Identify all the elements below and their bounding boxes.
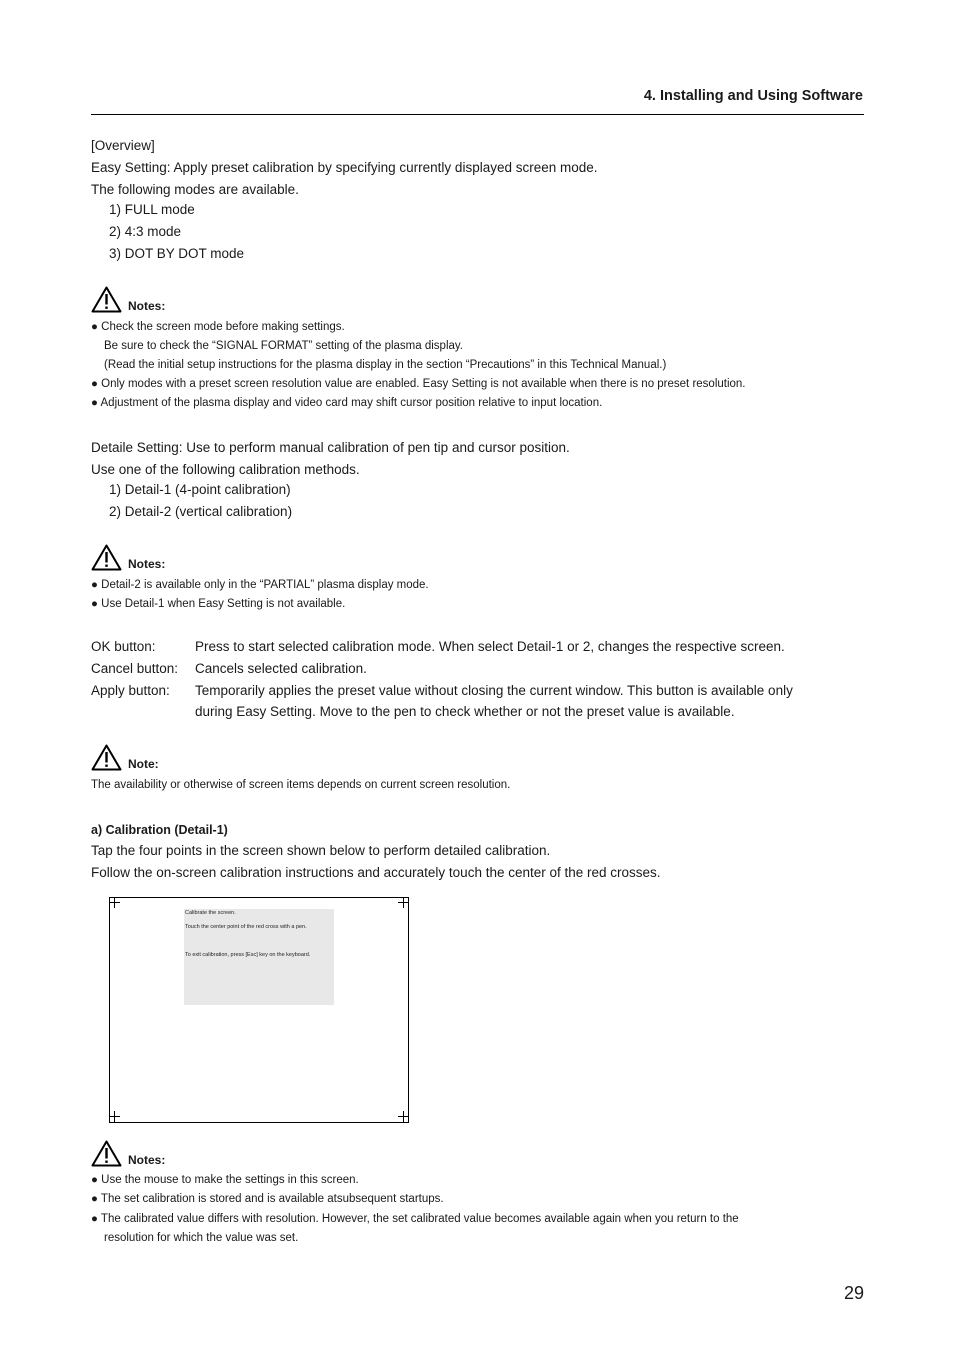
overview-heading: [Overview] — [91, 138, 155, 153]
detail-line-1: Detaile Setting: Use to perform manual calibration of pen tip and cursor position. — [91, 440, 570, 455]
ok-button-label: OK button: — [91, 639, 156, 654]
calibration-cross-icon — [398, 1111, 409, 1122]
note-label: Note: — [128, 757, 159, 771]
calibration-line-2: Follow the on-screen calibration instructions and accurately touch the center of the red crosses. — [91, 865, 661, 880]
warning-icon — [91, 544, 122, 571]
warning-icon — [91, 744, 122, 771]
note-item: ● The set calibration is stored and is available atsubsequent startups. — [91, 1193, 444, 1205]
note-item: ● The calibrated value differs with resolution. However, the set calibrated value becomes available again when you return to the — [91, 1213, 739, 1225]
ok-button-desc: Press to start selected calibration mode. When select Detail-1 or 2, changes the respective screen. — [195, 639, 785, 654]
note-item: ● Detail-2 is available only in the “PARTIAL” plasma display mode. — [91, 579, 429, 591]
header-rule — [91, 114, 864, 115]
note-item: ● Use Detail-1 when Easy Setting is not available. — [91, 598, 346, 610]
method-item: 2) Detail-2 (vertical calibration) — [109, 504, 293, 519]
note-item: ● Only modes with a preset screen resolution value are enabled. Easy Setting is not available when there is no preset resolution. — [91, 378, 746, 390]
note-item-continuation: Be sure to check the “SIGNAL FORMAT” setting of the plasma display. — [104, 340, 463, 352]
calibration-screen-title: Calibrate the screen. — [185, 910, 236, 916]
apply-button-desc: Temporarily applies the preset value without closing the current window. This button is available only — [195, 683, 793, 698]
cancel-button-desc: Cancels selected calibration. — [195, 661, 367, 676]
warning-icon — [91, 1140, 122, 1167]
notes-label: Notes: — [128, 299, 166, 313]
note-item: ● Use the mouse to make the settings in this screen. — [91, 1174, 359, 1186]
notes-label: Notes: — [128, 1153, 166, 1167]
mode-item: 1) FULL mode — [109, 202, 195, 217]
calibration-heading: a) Calibration (Detail-1) — [91, 823, 228, 837]
overview-line-2: The following modes are available. — [91, 182, 299, 197]
method-item: 1) Detail-1 (4-point calibration) — [109, 482, 291, 497]
calibration-screen-instruction: Touch the center point of the red cross with a pen. — [185, 924, 307, 930]
calibration-cross-icon — [109, 897, 120, 908]
detail-line-2: Use one of the following calibration methods. — [91, 462, 360, 477]
mode-item: 3) DOT BY DOT mode — [109, 246, 245, 261]
notes-label: Notes: — [128, 557, 166, 571]
calibration-line-1: Tap the four points in the screen shown below to perform detailed calibration. — [91, 843, 551, 858]
apply-button-label: Apply button: — [91, 683, 170, 698]
warning-icon — [91, 286, 122, 313]
calibration-cross-icon — [109, 1111, 120, 1122]
page-number: 29 — [843, 1283, 864, 1303]
calibration-screen-exit: To exit calibration, press [Esc] key on the keyboard. — [185, 952, 311, 958]
calibration-instruction-box — [184, 909, 334, 1005]
note-text: The availability or otherwise of screen items depends on current screen resolution. — [91, 779, 511, 791]
calibration-cross-icon — [398, 897, 409, 908]
note-item: ● Adjustment of the plasma display and video card may shift cursor position relative to input location. — [91, 397, 603, 409]
note-item: ● Check the screen mode before making settings. — [91, 321, 345, 333]
calibration-screen-figure — [109, 897, 409, 1123]
overview-line-1: Easy Setting: Apply preset calibration by specifying currently displayed screen mode. — [91, 160, 598, 175]
apply-button-desc: during Easy Setting. Move to the pen to check whether or not the preset value is available. — [195, 704, 735, 719]
note-item-continuation: (Read the initial setup instructions for the plasma display in the section “Precautions” in this Technical Manual.) — [104, 359, 667, 371]
mode-item: 2) 4:3 mode — [109, 224, 182, 239]
note-item-continuation: resolution for which the value was set. — [104, 1232, 299, 1244]
section-title: 4. Installing and Using Software — [643, 88, 863, 104]
cancel-button-label: Cancel button: — [91, 661, 179, 676]
